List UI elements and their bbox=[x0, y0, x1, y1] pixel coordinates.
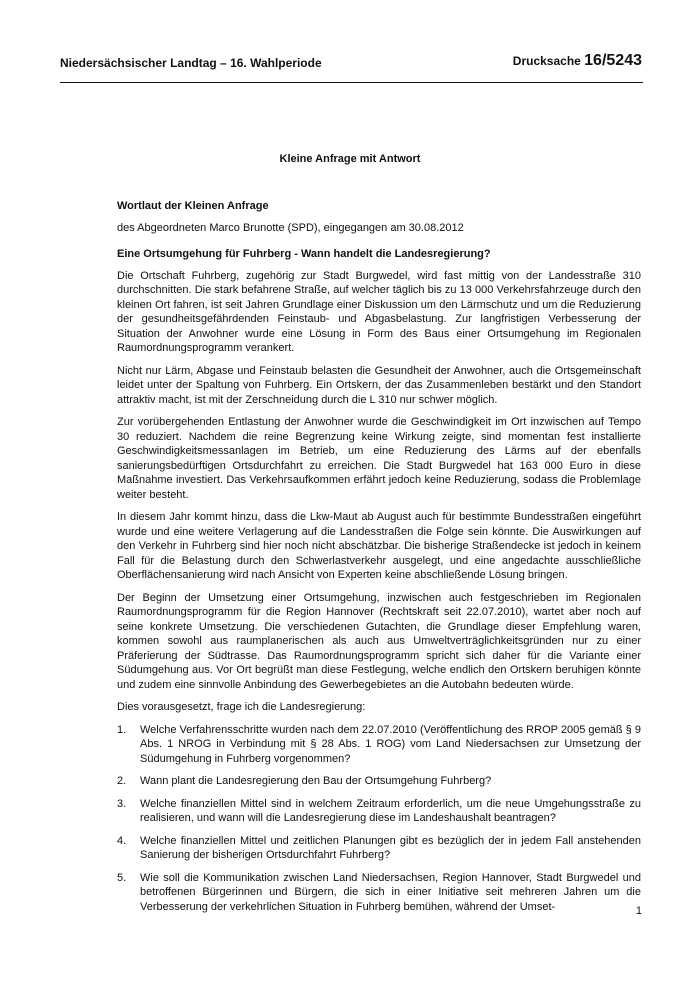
section-heading: Wortlaut der Kleinen Anfrage bbox=[117, 200, 269, 212]
drucksache-label: Drucksache bbox=[512, 54, 585, 68]
drucksache-number: 16/5243 bbox=[584, 52, 642, 69]
question-text: Welche Verfahrensschritte wurden nach dem 22.07.2010 (Veröffentlichung des RROP 2005 gemäß § 9 Abs. 1 NROG in Verbindung mit § 28 Abs. 1 ROG) vom Land Niedersachsen zur Umsetzung der Südumgehung in Fuhrberg vorgenommen? bbox=[140, 723, 641, 765]
question-text: Wie soll die Kommunikation zwischen Land Niedersachsen, Region Hannover, Stadt Burgwedel und betroffenen Bürgerinnen und Bürgern, die sich in einer Initiative seit mehreren Jahren um die Verbesserung der verkehrlichen Situation in Fuhrberg bemühen, während der Umset- bbox=[140, 871, 641, 913]
question-item bbox=[117, 723, 641, 767]
paragraph: Der Beginn der Umsetzung einer Ortsumgehung, inzwischen auch festgeschrieben im Regionalen Raumordnungsprogramm für die Region Hannover (Rechtskraft seit 22.07.2010), wartet aber noch auf seine konkrete Umsetzung. Die verschiedenen Gutachten, die Grundlage dieser Empfehlung waren, kommen sowohl aus raumplanerischen als auch aus Umweltverträglichkeitsgründen nur zu einer Präferierung der Südtrasse. Das Raumordnungsprogramm spricht sich daher für die Variante einer Südumgehung aus. Vor Ort begrüßt man diese Festlegung, welche endlich den Ortskern beruhigen könnte und zudem eine sinnvolle Anbindung des Gewerbegebietes an die Autobahn bedeuten würde. bbox=[117, 591, 641, 691]
question-number: 1. bbox=[117, 723, 127, 736]
question-list bbox=[117, 723, 641, 915]
question-number: 4. bbox=[117, 834, 127, 847]
header-rule bbox=[60, 82, 643, 83]
paragraph: Dies vorausgesetzt, frage ich die Landesregierung: bbox=[117, 701, 366, 713]
question-number: 5. bbox=[117, 871, 127, 884]
paragraph: Die Ortschaft Fuhrberg, zugehörig zur Stadt Burgwedel, wird fast mittig von der Landesstraße 310 durchschnitten. Die stark befahrene Straße, auf welcher täglich bis zu 13 000 Verkehrsfahrzeuge durch den kleinen Ort fahren, ist seit Jahren Grundlage einer Diskussion um den Lärmschutz und um die Reduzierung der gesundheitsgefährdenden Feinstaub- und Abgasbelastung. Zur langfristigen Verbesserung der Situation der Anwohner wurde eine Lösung in Form des Baus einer Ortsumgehung im Regionalen Raumordnungsprogramm verankert. bbox=[117, 269, 641, 354]
document-body bbox=[117, 199, 641, 922]
paragraph: In diesem Jahr kommt hinzu, dass die Lkw-Maut ab August auch für bestimmte Bundesstraßen eingeführt wurde und eine weitere Verlagerung auf die Landesstraßen die Folge sein könnte. Die Auswirkungen auf den Verkehr in Fuhrberg sind hier noch nicht abschätzbar. Die bisherige Straßendecke ist jedoch in keinem Fall für die Belastung durch den Schwerlastverkehr ausgelegt, und eine angedachte ausschließliche Oberflächensanierung wird nach Ansicht von Experten keine abschließende Lösung bringen. bbox=[117, 511, 641, 581]
question-number: 2. bbox=[117, 775, 127, 787]
question-item bbox=[117, 797, 641, 826]
document-title: Kleine Anfrage mit Antwort bbox=[279, 153, 421, 165]
question-number: 3. bbox=[117, 797, 127, 810]
paragraph: Zur vorübergehenden Entlastung der Anwohner wurde die Geschwindigkeit im Ort inzwischen auf Tempo 30 reduziert. Nachdem die reine Begrenzung keine Wirkung zeigte, sind momentan fest installierte Geschwindigkeitsmessanlagen im Betrieb, um eine Reduzierung des Lärms auf der ebenfalls sanierungsbedürftigen Ortsdurchfahrt zu erreichen. Die Stadt Burgwedel hat 163 000 Euro in diese Maßnahme investiert. Das Verkehrsaufkommen erfährt jedoch keine Reduzierung, sodass die Problemlage weiter besteht. bbox=[117, 416, 641, 501]
paragraph: Nicht nur Lärm, Abgase und Feinstaub belasten die Gesundheit der Anwohner, auch die Ortsgemeinschaft leidet unter der Spaltung von Fuhrberg. Ein Ortskern, der das Zusammenleben bestärkt und den Standort attraktiv macht, ist mit der Zerschneidung durch die L 310 nur schwer möglich. bbox=[117, 364, 641, 406]
question-item bbox=[117, 834, 641, 863]
question-text: Welche finanziellen Mittel und zeitlichen Planungen gibt es bezüglich der in jedem Fall anstehenden Sanierung der bisherigen Ortsdurchfahrt Fuhrberg? bbox=[140, 834, 641, 861]
header-parliament: Niedersächsischer Landtag – 16. Wahlperiode bbox=[60, 56, 322, 70]
header-drucksache bbox=[513, 52, 642, 70]
page-number: 1 bbox=[635, 905, 642, 917]
question-item bbox=[117, 871, 641, 915]
question-item bbox=[117, 774, 641, 789]
question-text: Welche finanziellen Mittel sind in welchem Zeitraum erforderlich, um die neue Umgehungsstraße zu realisieren, und wann will die Landesregierung diese im Landeshaushalt beantragen? bbox=[140, 797, 641, 824]
submitter-line: des Abgeordneten Marco Brunotte (SPD), eingegangen am 30.08.2012 bbox=[117, 221, 464, 234]
question-title: Eine Ortsumgehung für Fuhrberg - Wann handelt die Landesregierung? bbox=[117, 248, 491, 260]
question-text: Wann plant die Landesregierung den Bau der Ortsumgehung Fuhrberg? bbox=[140, 775, 492, 787]
